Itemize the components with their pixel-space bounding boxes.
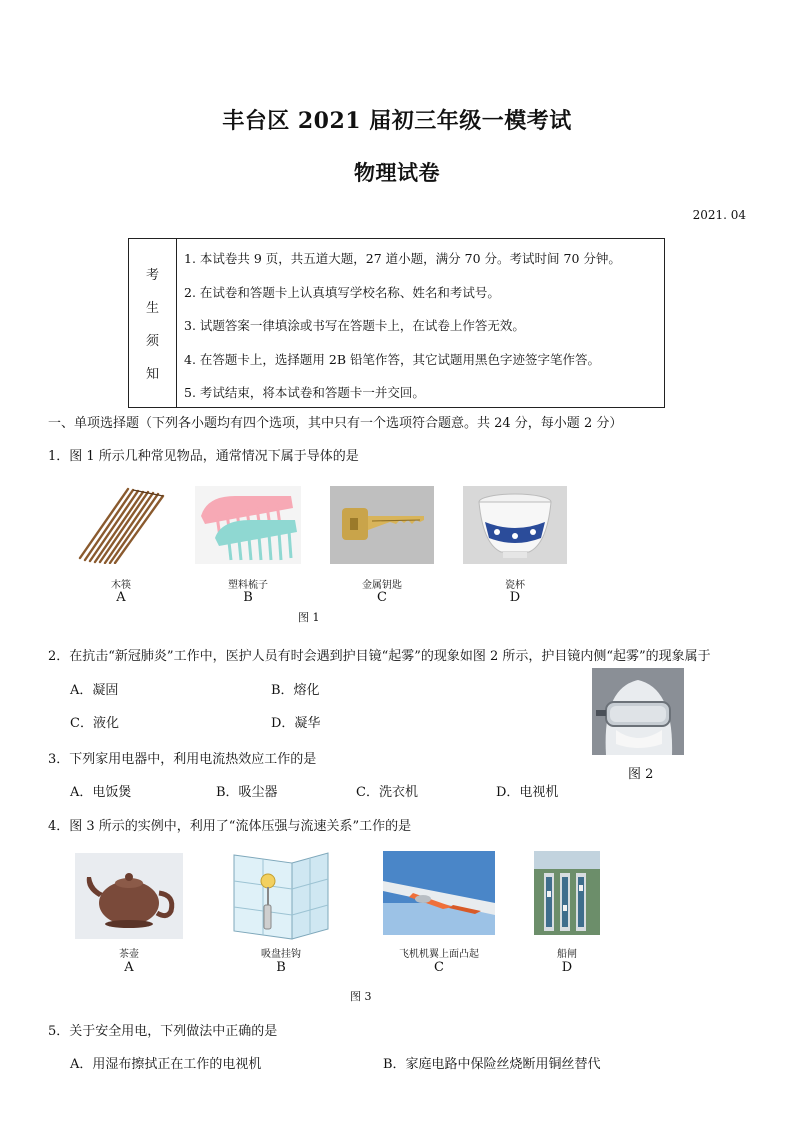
- option-b: B．家庭电路中保险丝烧断用铜丝替代: [383, 1057, 601, 1072]
- choice-letter: D: [561, 960, 573, 975]
- goggles-image: [592, 668, 684, 755]
- figure-caption: 船闸: [557, 949, 577, 960]
- choice-letter: C: [377, 590, 387, 605]
- figure-caption: 塑料梳子: [228, 580, 268, 591]
- figure-caption: 吸盘挂钩: [261, 949, 301, 960]
- figure-caption: 飞机机翼上面凸起: [399, 949, 479, 960]
- teapot-image: [75, 853, 183, 939]
- porcelain-cup-image: [463, 486, 567, 564]
- question-3-stem: 3．下列家用电器中，利用电流热效应工作的是: [48, 752, 317, 767]
- choice-letter: C: [434, 960, 444, 975]
- option-c: C．洗衣机: [356, 785, 418, 800]
- notice-item: 3. 试题答案一律填涂或书写在答题卡上，在试卷上作答无效。: [184, 318, 525, 333]
- airplane-wing-image: [383, 851, 495, 935]
- section-heading: 一、单项选择题（下列各小题均有四个选项，其中只有一个选项符合题意。共 24 分，每小题 2 分）: [48, 416, 623, 431]
- choice-letter: A: [124, 960, 134, 975]
- option-b: B．熔化: [271, 683, 320, 698]
- figure-label: 图 1: [298, 611, 320, 624]
- option-a: A．用湿布擦拭正在工作的电视机: [70, 1057, 262, 1072]
- notice-label-char: 考: [145, 268, 159, 283]
- notice-box: [128, 238, 665, 408]
- figure-caption: 金属钥匙: [362, 580, 402, 591]
- notice-item: 5. 考试结束，将本试卷和答题卡一并交回。: [184, 385, 425, 400]
- metal-key-image: [330, 486, 434, 564]
- option-b: B．吸尘器: [216, 785, 278, 800]
- notice-label-char: 须: [145, 334, 159, 349]
- notice-list: [184, 242, 621, 410]
- exam-title: 丰台区 2021 届初三年级一模考试: [222, 108, 572, 134]
- choice-letter: A: [116, 590, 126, 605]
- option-d: D．凝华: [271, 716, 321, 731]
- ship-lock-image: [534, 851, 600, 935]
- choice-letter: D: [509, 590, 521, 605]
- exam-subtitle: 物理试卷: [354, 160, 440, 185]
- figure-caption: 茶壶: [119, 949, 139, 960]
- notice-label-char: 知: [145, 367, 159, 382]
- option-a: A．凝固: [70, 683, 119, 698]
- plastic-comb-image: [195, 486, 301, 564]
- choice-letter: B: [276, 960, 286, 975]
- question-1-stem: 1．图 1 所示几种常见物品，通常情况下属于导体的是: [48, 449, 359, 464]
- figure-caption: 木筷: [111, 580, 131, 591]
- notice-label: [129, 239, 177, 407]
- exam-date: 2021. 04: [692, 208, 746, 222]
- notice-item: 1. 本试卷共 9 页，共五道大题，27 道小题，满分 70 分。考试时间 70 分钟。: [184, 251, 621, 266]
- chopsticks-image: [75, 486, 167, 564]
- figure-caption: 瓷杯: [505, 580, 525, 591]
- question-2-stem: 2．在抗击“新冠肺炎”工作中，医护人员有时会遇到护目镜“起雾”的现象如图 2 所示，护目镜内侧“起雾”的现象属于: [48, 649, 711, 664]
- question-4-stem: 4．图 3 所示的实例中，利用了“流体压强与流速关系”工作的是: [48, 819, 412, 834]
- figure-label: 图 3: [350, 990, 372, 1003]
- notice-item: 2. 在试卷和答题卡上认真填写学校名称、姓名和考试号。: [184, 284, 500, 300]
- option-d: D．电视机: [496, 785, 559, 800]
- option-c: C．液化: [70, 716, 119, 731]
- figure-label: 图 2: [628, 767, 654, 782]
- notice-item: 4. 在答题卡上，选择题用 2B 铅笔作答，其它试题用黑色字迹签字笔作答。: [184, 351, 600, 367]
- option-a: A．电饭煲: [70, 785, 132, 800]
- choice-letter: B: [243, 590, 253, 605]
- question-5-stem: 5．关于安全用电，下列做法中正确的是: [48, 1024, 278, 1039]
- notice-label-char: 生: [145, 301, 159, 316]
- suction-hook-image: [230, 849, 332, 941]
